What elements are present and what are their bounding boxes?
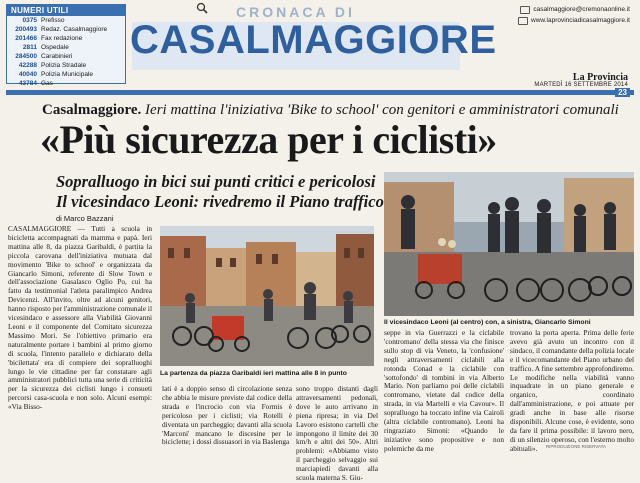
email-line (470, 4, 630, 15)
web-text: www.laprovinciadicasalmaggiore.it (531, 17, 630, 24)
useful-number-label: Ospedale (41, 44, 69, 51)
article-subheadline-2: Il vicesindaco Leoni: rivedremo il Piano traffico (56, 192, 384, 211)
header-rule (6, 90, 634, 95)
article-headline: «Più sicurezza per i ciclisti» (40, 117, 497, 162)
useful-number-row (7, 52, 125, 61)
useful-number-label: Polizia Municipale (41, 71, 94, 78)
useful-number-value: 284500 (15, 53, 37, 60)
useful-number-value: 201466 (15, 35, 37, 42)
body-column-1: CASALMAGGIORE — Tutti a scuola in bicicletta accompagnati da mamma e papà. Ieri mattina alle 8, da piazza Garibaldi, è partita la piccola carovana dell'iniziativa mutuata dal movimento 'Bike to school' e organizzata da Giancarlo Simoni, referente di Slow Town e dell'associazione Gasalasco Oglio Po, cui ha fatto da testimonial l'atleta paralimpico Andrea Devicenzi. All'invito, oltre ad alcuni genitori, hanno risposto per l'amministrazione comunale il vicesindaco e assessore alla Viabilità Giovanni Leoni e il componente del Comitato sicurezza Massimo Mori. Se l'obiettivo primario era naturalmente portare i bambini al primo giorno di scuola, l'intento parallelo e dichiarato della 'bicilettata' era di compiere dei sopralluoghi lungo le vie cittadine per far constatare agli amministratori pubblici tutta una serie di criticità per la sicurezza dei ciclisti lungo i consueti percorsi casa-scuola e non solo. Alcuni esempi: «Via Bisso- (8, 224, 152, 412)
useful-number-row (7, 34, 125, 43)
photo-1-caption: La partenza da piazza Garibaldi ieri mattina alle 8 in punto (160, 370, 347, 377)
web-line (470, 15, 630, 26)
body-column-2: lati è a doppio senso di circolazione senza che abbia le misure previste dal codice della strada e l'incrocio con via Formis è pericoloso per i ciclisti; via Rotelli è diventata un parcheggio; davanti alla scuola 'Marconi' mancano le discesine per le biciclette; i dossi dissuasori in via Baslenga (162, 384, 292, 447)
kicker-text: Ieri mattina l'iniziativa 'Bike to school' con genitori e amministratori comunali (145, 102, 619, 118)
useful-number-label: Fax redazione (41, 35, 83, 42)
useful-number-row (7, 16, 125, 25)
page-number: 23 (615, 88, 630, 97)
useful-number-label: Carabinieri (41, 53, 73, 60)
useful-number-value: 0375 (22, 17, 37, 24)
newspaper-name: La Provincia (572, 72, 628, 83)
useful-number-row (7, 25, 125, 34)
useful-number-row (7, 70, 125, 79)
useful-numbers-box (6, 4, 126, 87)
useful-number-value: 43784 (18, 80, 37, 87)
photo-2-caption: Il vicesindaco Leoni (al centro) con, a sinistra, Giancarlo Simoni (384, 319, 591, 326)
section-kicker: CRONACA DI (236, 4, 355, 20)
section-title: CASALMAGGIORE (130, 18, 497, 62)
contacts-block (470, 4, 630, 26)
photo-piazza-departure (160, 226, 374, 366)
magnifier-icon[interactable] (196, 2, 208, 14)
useful-numbers-title: NUMERI UTILI (7, 5, 125, 16)
useful-numbers-list (7, 16, 125, 88)
useful-number-row (7, 79, 125, 88)
copyright-notice: RIPRODUZIONE RISERVATA (545, 444, 606, 449)
email-text: casalmaggiore@cremonaonline.it (533, 6, 630, 13)
issue-date: MARTEDÌ 16 SETTEMBRE 2014 (534, 82, 628, 88)
body-column-5: trovano la porta aperta. Prima delle ferie avevo già avuto un incontro con il sindaco, il comandante della polizia locale e il vicecomandante del Piano urbano del traffico. A fine settembre approfondiremo. Le modifiche nella viabilità vanno inquadrate in un piano generale e organico, coordinato dall'amministrazione, e poi attuate per gradi anche in base alle risorse disponibili. Alcune cose, è evidente, sono da fare il prima possibile: il lavoro nero, di un silenzio operoso, con l'esterno molto abituali». (510, 328, 634, 453)
monitor-icon (518, 17, 528, 25)
useful-number-row (7, 61, 125, 70)
useful-number-value: 42288 (18, 62, 37, 69)
article-byline: di Marco Bazzani (56, 214, 114, 223)
useful-number-row (7, 43, 125, 52)
useful-number-value: 200493 (15, 26, 37, 33)
useful-number-label: Prefisso (41, 17, 65, 24)
body-column-4: seppe in via Guerrazzi e la ciclabile 'contromano' della stessa via che finisce sullo stop di via Veneto, la 'confusione' negli attraversamenti ciclabili alla rotonda Conad e la ciclabile con 'sottofondo' di tombini in via Alberto Mario. Non parliamo poi delle ciclabili contromano, vietate dal codice della strada, in via Martelli e via Cavour». Il sopralluogo ha toccato infine via Cairoli (altra ciclabile contromano). Leoni ha ringraziato Simoni: «Quando le iniziative sono propositive e non polemiche da me (384, 328, 504, 453)
useful-number-value: 2811 (22, 44, 37, 51)
body-column-3: sono troppo distanti dagli attraversamenti pedonali, dove le auto arrivano in piena ripresa; in via Del Lavoro esistono cartelli che impongono il limite dei 30 km/h e altri dei 50». Altri problemi: «Abbiamo visto il parcheggio selvaggio sui marciapiedi davanti alla scuola materna S. Giu- (296, 384, 378, 483)
envelope-icon (520, 6, 530, 14)
article-subheadline-1: Sopralluogo in bici sui punti critici e pericolosi (56, 172, 376, 191)
useful-number-label: Redaz. Casalmaggiore (41, 26, 108, 33)
useful-number-value: 40040 (18, 71, 37, 78)
kicker-place: Casalmaggiore. (42, 102, 142, 118)
useful-number-label: Gas (41, 80, 53, 87)
photo-deputy-mayor (384, 172, 634, 316)
useful-number-label: Polizia Stradale (41, 62, 87, 69)
